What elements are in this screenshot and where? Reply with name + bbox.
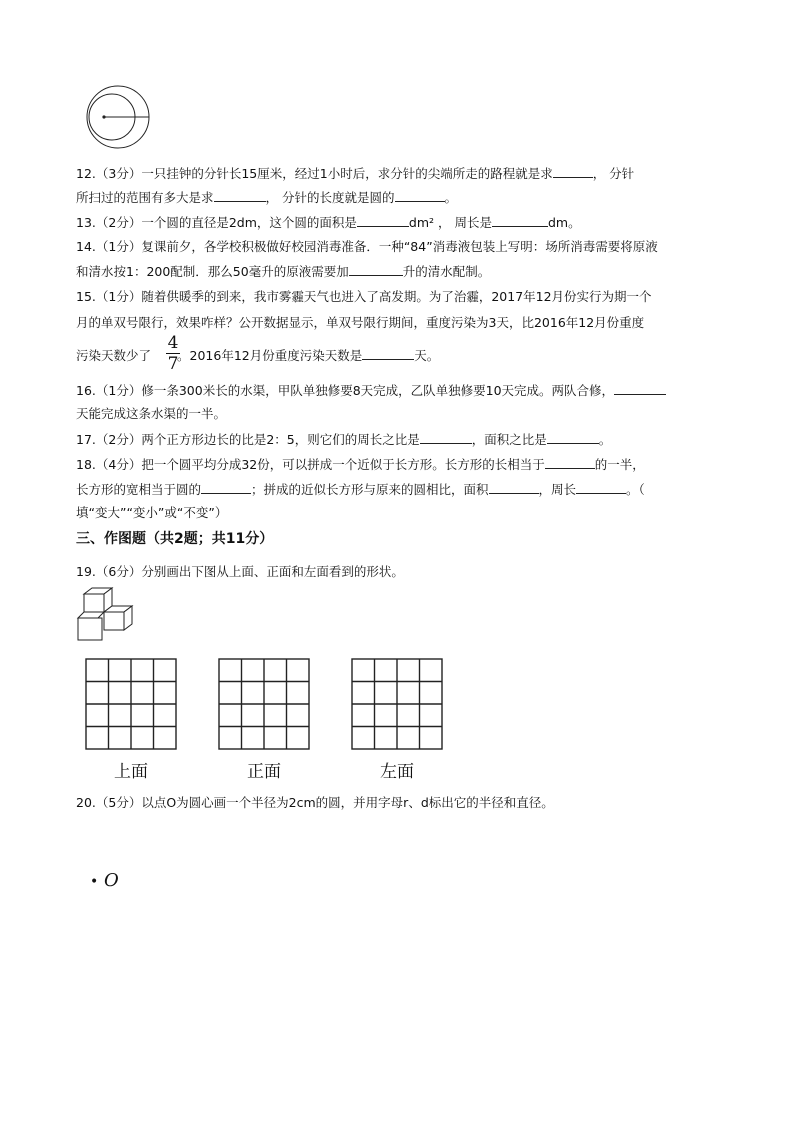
q14-blank[interactable] <box>349 263 403 276</box>
q18-blank-4[interactable] <box>576 481 626 494</box>
q20-text: 20.（5分）以点O为圆心画一个半径为2cm的圆，并用字母r、d标出它的半径和直径。 <box>76 795 554 810</box>
q13-unit-perimeter: dm。 <box>547 215 581 230</box>
cube-front-face-upper <box>84 594 104 612</box>
grid-front-view[interactable] <box>218 658 310 750</box>
q17-text-b: ，面积之比是 <box>471 432 547 447</box>
q12-text-2c: 。 <box>444 190 458 205</box>
q13-text-b: ， 周长是 <box>434 215 492 230</box>
q12-line2 <box>76 189 457 206</box>
fraction-numerator: 4 <box>167 333 179 353</box>
q12-line1 <box>76 165 634 182</box>
q15-text-1: 15.（1分）随着供暖季的到来，我市雾霾天气也进入了高发期。为了治霾，2017年12月份实行为期一个 <box>76 289 652 304</box>
q12-text-2b: ， 分针的长度就是圆的 <box>265 190 395 205</box>
q16-text-1: 16.（1分）修一条300米长的水渠，甲队单独修要8天完成，乙队单独修要10天完成。两队合修， <box>76 383 615 398</box>
q12-text-2a: 所扫过的范围有多大是求 <box>76 190 214 205</box>
fraction-4-7 <box>166 334 180 373</box>
q18-line3 <box>76 505 227 521</box>
q13-line <box>76 214 581 231</box>
q12-text-mid: ， 分针 <box>592 166 635 181</box>
q16-line2 <box>76 406 226 422</box>
q17-text-c: 。 <box>598 432 612 447</box>
q19-text: 19.（6分）分别画出下图从上面、正面和左面看到的形状。 <box>76 564 404 579</box>
center-dot <box>102 115 105 118</box>
q18-blank-3[interactable] <box>489 481 539 494</box>
q14-line2 <box>76 263 490 280</box>
point-o-dot: • <box>90 874 99 890</box>
label-front-view: 正面 <box>247 762 281 782</box>
q18-text-1b: 的一半， <box>594 457 645 472</box>
q18-blank-1[interactable] <box>545 456 595 469</box>
q18-line2 <box>76 481 645 498</box>
q18-text-1a: 18.（4分）把一个圆平均分成32份，可以拼成一个近似于长方形。长方形的长相当于 <box>76 457 545 472</box>
q13-unit-area: dm² <box>408 215 435 230</box>
q16-text-2: 天能完成这条水渠的一半。 <box>76 406 227 421</box>
q15-line2 <box>76 315 644 331</box>
q15-line1 <box>76 289 652 305</box>
q12-blank-1[interactable] <box>553 165 593 178</box>
grid-left-view[interactable] <box>351 658 443 750</box>
q18-text-2d: 。（ <box>626 482 645 497</box>
q15-line3 <box>76 347 439 364</box>
q12-text: 12.（3分）一只挂钟的分针长15厘米，经过1小时后，求分针的尖端所走的路程就是求 <box>76 166 553 181</box>
q15-text-2: 月的单双号限行，效果咋样？公开数据显示，单双号限行期间，重度污染为3天，比2016年12月份重度 <box>76 315 645 330</box>
q18-text-2a: 长方形的宽相当于圆的 <box>76 482 202 497</box>
q15-text-3a: 污染天数少了 <box>76 348 152 363</box>
q14-text-2b: 升的清水配制。 <box>402 264 491 279</box>
cube-top-face-left <box>78 612 104 618</box>
q16-blank[interactable] <box>614 382 666 395</box>
q14-text-2a: 和清水按1：200配制．那么50毫升的原液需要加 <box>76 264 349 279</box>
q18-line1 <box>76 456 645 473</box>
fraction-denominator: 7 <box>167 354 179 374</box>
q13-blank-perimeter[interactable] <box>492 214 548 227</box>
q14-text: 14.（1分）复课前夕，各学校积极做好校园消毒准备．一种“84”消毒液包装上写明：场所消毒需要将原液 <box>76 239 658 254</box>
label-top-view: 上面 <box>114 762 148 782</box>
q17-blank-area[interactable] <box>547 431 599 444</box>
q12-blank-2[interactable] <box>214 189 266 202</box>
q18-text-2c: ，周长 <box>538 482 577 497</box>
label-left-view: 左面 <box>380 762 414 782</box>
section-3-heading: 三、作图题（共2题；共11分） <box>76 531 274 547</box>
q16-line1 <box>76 382 666 399</box>
q13-text: 13.（2分）一个圆的直径是2dm，这个圆的面积是 <box>76 215 357 230</box>
q13-blank-area[interactable] <box>357 214 409 227</box>
q17-blank-perimeter[interactable] <box>420 431 472 444</box>
q18-text-3: 填“变大”“变小”或“不变”） <box>76 505 228 520</box>
point-o-label: O <box>104 870 119 891</box>
q20-line <box>76 795 554 811</box>
q15-blank[interactable] <box>362 347 414 360</box>
q15-text-3b: 。2016年12月份重度污染天数是 <box>177 348 363 363</box>
cube-front-face-left <box>78 618 102 640</box>
q12-blank-3[interactable] <box>395 189 445 202</box>
q14-line1 <box>76 239 658 255</box>
q19-line <box>76 564 404 580</box>
q17-text-a: 17.（2分）两个正方形边长的比是2：5，则它们的周长之比是 <box>76 432 420 447</box>
point-o <box>90 870 119 891</box>
q18-blank-2[interactable] <box>201 481 251 494</box>
q17-line <box>76 431 611 448</box>
q18-text-2b: ；拼成的近似长方形与原来的圆相比，面积 <box>251 482 489 497</box>
grid-top-view[interactable] <box>85 658 177 750</box>
cube-stack-figure <box>76 586 138 642</box>
circle-figure <box>84 84 156 150</box>
q15-text-3c: 天。 <box>414 348 440 363</box>
cube-front-face-right <box>104 612 124 630</box>
